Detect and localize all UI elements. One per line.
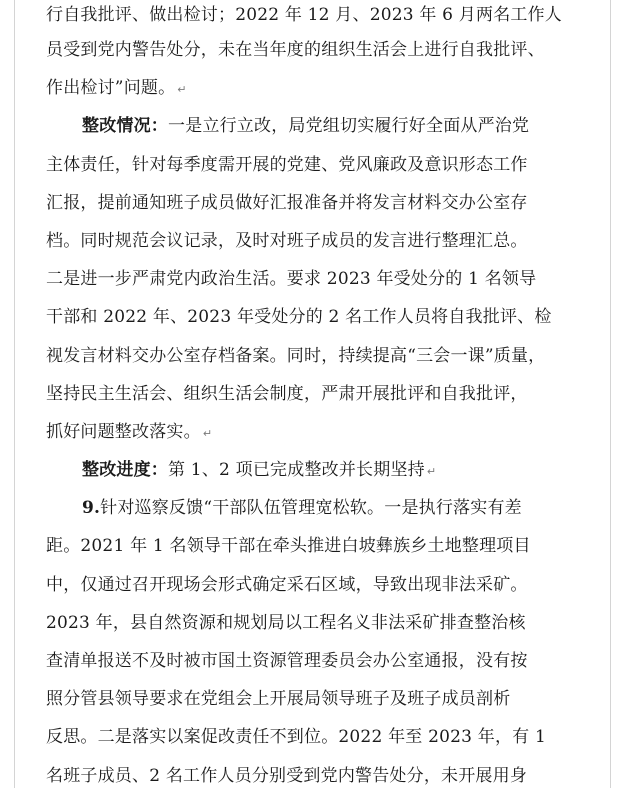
- text-line: [46, 107, 586, 145]
- text-line: [46, 69, 586, 107]
- text-line: [46, 298, 586, 336]
- line-text: 中，仅通过召开现场会形式确定采石区域，导致出现非法采矿。: [46, 574, 528, 595]
- item-number: 9.: [82, 498, 101, 519]
- section-heading: 整改进度：: [82, 460, 168, 481]
- line-text: 第 1、2 项已完成整改并长期坚持: [168, 460, 425, 481]
- text-line: [46, 337, 586, 375]
- line-text: 干部和 2022 年、2023 年受处分的 2 名工作人员将自我批评、检: [46, 307, 552, 328]
- line-text: 名班子成员、2 名工作人员分别受到党内警告处分，未开展用身: [46, 765, 528, 786]
- paragraph-mark-icon: ↵: [177, 83, 187, 97]
- line-text: 行自我批评、做出检讨；2022 年 12 月、2023 年 6 月两名工作人: [46, 5, 562, 25]
- text-line: [46, 184, 586, 222]
- text-line: [46, 31, 586, 69]
- line-text: 作出检讨”问题。: [46, 78, 176, 99]
- paragraph-mark-icon: ↵: [426, 465, 437, 479]
- text-line: [46, 489, 586, 527]
- line-text: 主体责任，针对每季度需开展的党建、党风廉政及意识形态工作: [46, 154, 528, 175]
- line-text: 员受到党内警告处分，未在当年度的组织生活会上进行自我批评、: [46, 40, 545, 60]
- text-line: [46, 260, 586, 298]
- text-line: [46, 757, 586, 795]
- line-text: 2023 年，县自然资源和规划局以工程名义非法采矿排查整治核: [46, 612, 526, 633]
- text-line: [46, 222, 586, 260]
- page-right-edge: [610, 0, 611, 788]
- line-text: 坚持民主生活会、组织生活会制度，严肃开展批评和自我批评，: [46, 383, 528, 404]
- line-text: 针对巡察反馈“干部队伍管理宽松软。一是执行落实有差: [100, 498, 522, 519]
- text-line: [46, 451, 586, 489]
- line-text: 反思。二是落实以案促改责任不到位。2022 年至 2023 年，有 1: [46, 727, 546, 748]
- line-text: 抓好问题整改落实。: [46, 421, 201, 442]
- page-left-edge: [14, 0, 15, 788]
- line-text: 汇报，提前通知班子成员做好汇报准备并将发言材料交办公室存: [46, 192, 528, 213]
- text-line: [46, 375, 586, 413]
- text-line: [46, 0, 586, 31]
- paragraph-mark-icon: ↵: [202, 426, 213, 440]
- text-line: [46, 642, 586, 680]
- text-line: [46, 527, 586, 565]
- text-line: [46, 566, 586, 604]
- line-text: 二是进一步严肃党内政治生活。要求 2023 年受处分的 1 名领导: [46, 269, 537, 290]
- text-line: [46, 413, 586, 451]
- section-heading: 整改情况：: [82, 116, 168, 137]
- line-text: 档。同时规范会议记录，及时对班子成员的发言进行整理汇总。: [46, 230, 528, 251]
- text-line: [46, 604, 586, 642]
- text-line: [46, 680, 586, 718]
- text-line: [46, 718, 586, 756]
- line-text: 照分管县领导要求在党组会上开展局领导班子及班子成员剖析: [46, 689, 511, 710]
- line-text: 距。2021 年 1 名领导干部在牵头推进白坡彝族乡土地整理项目: [46, 536, 531, 557]
- document-body: [46, 0, 586, 795]
- line-text: 视发言材料交办公室存档备案。同时，持续提高“三会一课”质量，: [46, 345, 546, 366]
- text-line: [46, 146, 586, 184]
- line-text: 查清单报送不及时被市国土资源管理委员会办公室通报，没有按: [46, 651, 528, 671]
- line-text: 一是立行立改，局党组切实履行好全面从严治党: [168, 116, 530, 137]
